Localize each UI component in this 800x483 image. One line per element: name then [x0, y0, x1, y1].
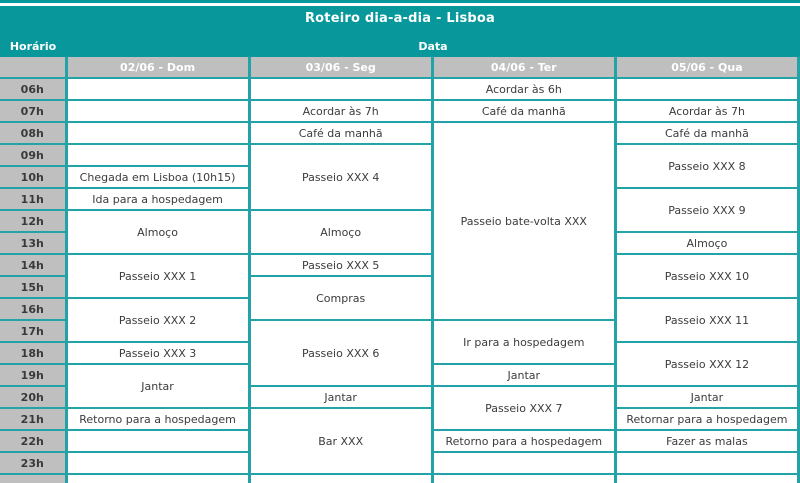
hour-cell: 15h — [0, 276, 66, 298]
schedule-cell[interactable]: Fazer as malas — [615, 430, 798, 452]
schedule-cell[interactable]: Café da manhã — [249, 122, 432, 144]
schedule-cell[interactable] — [432, 474, 615, 483]
schedule-cell[interactable] — [66, 430, 249, 452]
schedule-cell[interactable]: Jantar — [615, 386, 798, 408]
schedule-cell[interactable]: Café da manhã — [432, 100, 615, 122]
hour-cell: 18h — [0, 342, 66, 364]
hour-cell: 13h — [0, 232, 66, 254]
day-header-ter: 04/06 - Ter — [432, 57, 615, 78]
table-row-09h — [0, 144, 799, 166]
table-row-14h — [0, 254, 799, 276]
itinerary-table — [0, 57, 800, 483]
schedule-cell[interactable]: Passeio XXX 5 — [249, 254, 432, 276]
clipped-bottom-row — [0, 474, 799, 483]
schedule-cell[interactable] — [615, 452, 798, 474]
schedule-cell[interactable]: Acordar às 6h — [432, 78, 615, 100]
schedule-cell[interactable] — [66, 474, 249, 483]
schedule-cell[interactable] — [249, 78, 432, 100]
schedule-cell[interactable] — [615, 474, 798, 483]
schedule-cell[interactable]: Passeio XXX 10 — [615, 254, 798, 298]
hour-cell: 17h — [0, 320, 66, 342]
schedule-cell[interactable]: Jantar — [66, 364, 249, 408]
hour-cell: 14h — [0, 254, 66, 276]
table-row-21h — [0, 408, 799, 430]
hour-cell: 20h — [0, 386, 66, 408]
schedule-cell[interactable]: Passeio XXX 6 — [249, 320, 432, 386]
schedule-cell[interactable]: Compras — [249, 276, 432, 320]
hour-cell: 10h — [0, 166, 66, 188]
schedule-cell[interactable]: Passeio XXX 9 — [615, 188, 798, 232]
schedule-cell[interactable]: Passeio XXX 2 — [66, 298, 249, 342]
day-header-dom: 02/06 - Dom — [66, 57, 249, 78]
schedule-cell[interactable]: Passeio bate-volta XXX — [432, 122, 615, 320]
hour-cell: 19h — [0, 364, 66, 386]
hour-cell: 06h — [0, 78, 66, 100]
schedule-cell[interactable]: Ida para a hospedagem — [66, 188, 249, 210]
schedule-cell[interactable]: Jantar — [249, 386, 432, 408]
data-label: Data — [418, 40, 448, 53]
schedule-cell[interactable]: Passeio XXX 1 — [66, 254, 249, 298]
schedule-cell[interactable] — [615, 78, 798, 100]
hour-cell: 16h — [0, 298, 66, 320]
hour-cell: 09h — [0, 144, 66, 166]
schedule-cell[interactable] — [249, 474, 432, 483]
table-row-08h — [0, 122, 799, 144]
hour-cell: 12h — [0, 210, 66, 232]
page-title: Roteiro dia-a-dia - Lisboa — [304, 11, 496, 26]
schedule-cell[interactable] — [66, 100, 249, 122]
schedule-cell[interactable]: Passeio XXX 4 — [249, 144, 432, 210]
schedule-cell[interactable]: Acordar às 7h — [249, 100, 432, 122]
schedule-cell[interactable]: Passeio XXX 7 — [432, 386, 615, 430]
schedule-cell[interactable] — [66, 78, 249, 100]
corner-cell — [0, 57, 66, 78]
schedule-cell[interactable]: Almoço — [615, 232, 798, 254]
hour-cell: 08h — [0, 122, 66, 144]
schedule-cell[interactable]: Bar XXX — [249, 408, 432, 474]
schedule-cell[interactable] — [66, 452, 249, 474]
schedule-cell[interactable]: Café da manhã — [615, 122, 798, 144]
schedule-cell[interactable]: Passeio XXX 11 — [615, 298, 798, 342]
hour-cell: 11h — [0, 188, 66, 210]
schedule-cell[interactable] — [432, 452, 615, 474]
schedule-cell[interactable]: Retorno para a hospedagem — [432, 430, 615, 452]
schedule-cell[interactable]: Chegada em Lisboa (10h15) — [66, 166, 249, 188]
schedule-cell[interactable]: Almoço — [249, 210, 432, 254]
horario-label: Horário — [9, 40, 57, 53]
day-header-seg: 03/06 - Seg — [249, 57, 432, 78]
schedule-cell[interactable] — [66, 122, 249, 144]
schedule-cell[interactable]: Retorno para a hospedagem — [66, 408, 249, 430]
day-header-row — [0, 57, 799, 78]
hour-cell — [0, 474, 66, 483]
axis-labels-row — [0, 40, 800, 53]
table-row-06h — [0, 78, 799, 100]
hour-cell: 07h — [0, 100, 66, 122]
schedule-cell[interactable] — [66, 144, 249, 166]
schedule-cell[interactable]: Jantar — [432, 364, 615, 386]
schedule-cell[interactable]: Passeio XXX 8 — [615, 144, 798, 188]
header-band — [0, 6, 800, 57]
hour-cell: 22h — [0, 430, 66, 452]
schedule-cell[interactable]: Retornar para a hospedagem — [615, 408, 798, 430]
day-header-qua: 05/06 - Qua — [615, 57, 798, 78]
schedule-cell[interactable]: Ir para a hospedagem — [432, 320, 615, 364]
hour-cell: 21h — [0, 408, 66, 430]
schedule-cell[interactable]: Almoço — [66, 210, 249, 254]
hour-cell: 23h — [0, 452, 66, 474]
schedule-cell[interactable]: Acordar às 7h — [615, 100, 798, 122]
table-row-07h — [0, 100, 799, 122]
schedule-cell[interactable]: Passeio XXX 3 — [66, 342, 249, 364]
schedule-cell[interactable]: Passeio XXX 12 — [615, 342, 798, 386]
